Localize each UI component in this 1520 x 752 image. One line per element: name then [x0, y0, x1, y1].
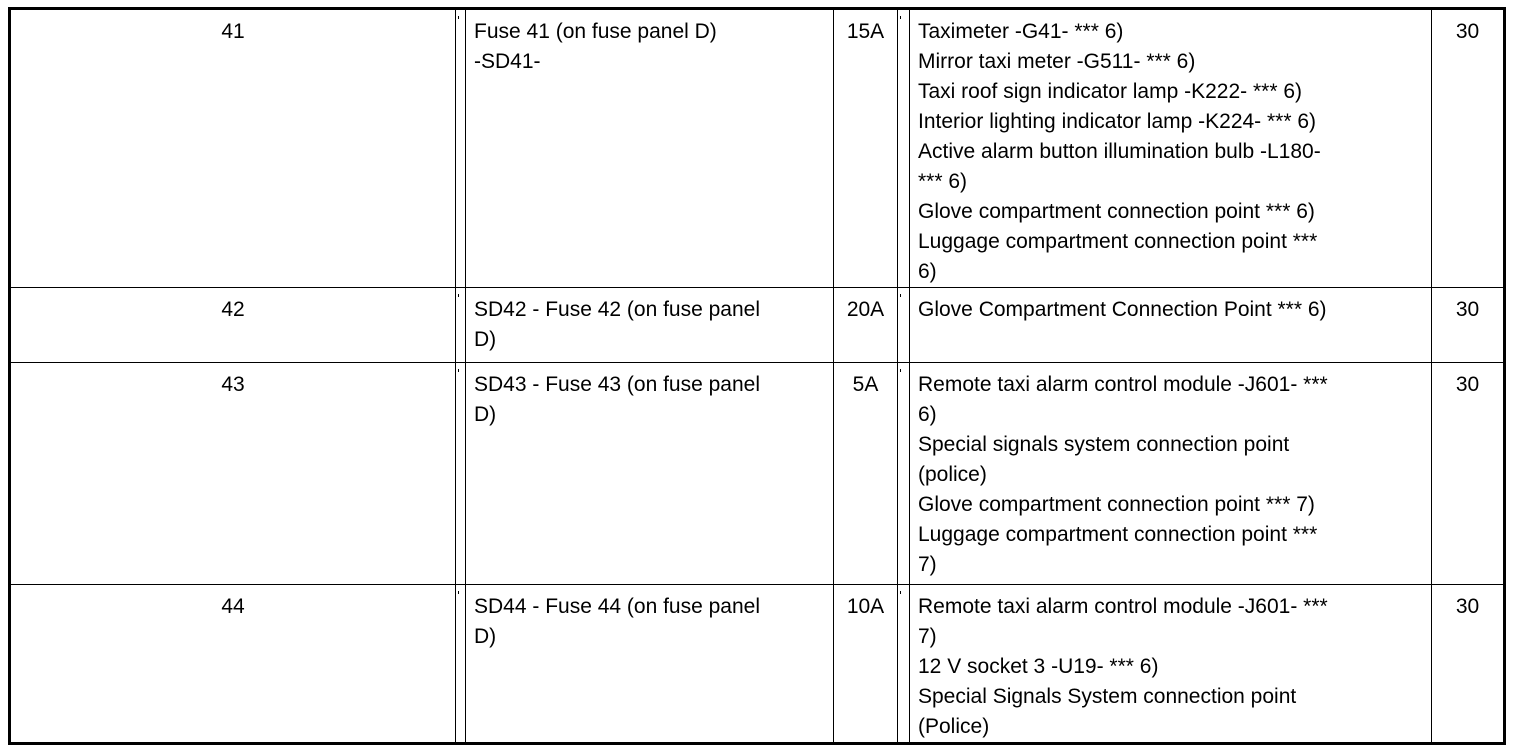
terminal: 30 — [1455, 20, 1480, 43]
component-line: Glove Compartment Connection Point *** 6) — [918, 298, 1327, 321]
fuse-description — [466, 585, 834, 742]
fuse-table — [8, 7, 1506, 745]
component-line: (Police) — [918, 715, 990, 738]
spacer-cell — [898, 10, 910, 287]
fuse-rating: 5A — [834, 363, 898, 584]
component-line: Special Signals System connection point — [918, 685, 1297, 708]
component-list — [910, 288, 1432, 362]
terminal: 30 — [1455, 595, 1480, 618]
fuse-description — [466, 363, 834, 584]
component-line: Taximeter -G41- *** 6) — [918, 20, 1124, 43]
spacer-cell — [456, 10, 466, 287]
spacer-cell — [898, 585, 910, 742]
terminal: 30 — [1455, 298, 1480, 321]
component-line: Remote taxi alarm control module -J601- *** — [918, 373, 1328, 396]
fuse-description — [466, 288, 834, 362]
component-line: 7) — [918, 553, 937, 576]
component-list — [910, 363, 1432, 584]
component-line: Luggage compartment connection point *** — [918, 523, 1318, 546]
component-list — [910, 585, 1432, 742]
spacer-cell — [456, 585, 466, 742]
spacer-cell — [456, 363, 466, 584]
terminal: 30 — [1455, 373, 1480, 396]
fuse-line: D) — [474, 328, 497, 351]
component-line: Special signals system connection point — [918, 433, 1290, 456]
fuse-number: 42 — [11, 288, 456, 362]
fuse-line: SD42 - Fuse 42 (on fuse panel — [474, 298, 761, 321]
component-line: Remote taxi alarm control module -J601- *** — [918, 595, 1328, 618]
component-list — [910, 10, 1432, 287]
fuse-rating: 20A — [834, 288, 898, 362]
component-line: 6) — [918, 403, 937, 426]
table-row — [11, 10, 1503, 288]
fuse-line: -SD41- — [474, 50, 541, 73]
component-line: Taxi roof sign indicator lamp -K222- *** 6) — [918, 80, 1303, 103]
component-line: (police) — [918, 463, 987, 486]
component-line: Luggage compartment connection point *** — [918, 230, 1318, 253]
table-row — [11, 585, 1503, 742]
fuse-line: D) — [474, 625, 497, 648]
fuse-line: D) — [474, 403, 497, 426]
component-line: *** 6) — [918, 170, 968, 193]
component-line: Interior lighting indicator lamp -K224- *** 6) — [918, 110, 1317, 133]
fuse-number: 44 — [11, 585, 456, 742]
fuse-line: Fuse 41 (on fuse panel D) — [474, 20, 717, 43]
fuse-rating: 15A — [834, 10, 898, 287]
component-line: Glove compartment connection point *** 6) — [918, 200, 1315, 223]
fuse-number: 43 — [11, 363, 456, 584]
fuse-line: SD44 - Fuse 44 (on fuse panel — [474, 595, 761, 618]
spacer-cell — [456, 288, 466, 362]
component-line: Mirror taxi meter -G511- *** 6) — [918, 50, 1196, 73]
component-line: 6) — [918, 260, 937, 283]
component-line: Glove compartment connection point *** 7) — [918, 493, 1315, 516]
fuse-rating: 10A — [834, 585, 898, 742]
fuse-description — [466, 10, 834, 287]
spacer-cell — [898, 288, 910, 362]
component-line: 12 V socket 3 -U19- *** 6) — [918, 655, 1159, 678]
fuse-line: SD43 - Fuse 43 (on fuse panel — [474, 373, 761, 396]
table-row — [11, 288, 1503, 363]
component-line: Active alarm button illumination bulb -L180- — [918, 140, 1321, 163]
component-line: 7) — [918, 625, 937, 648]
spacer-cell — [898, 363, 910, 584]
fuse-number: 41 — [11, 10, 456, 287]
table-row — [11, 363, 1503, 585]
